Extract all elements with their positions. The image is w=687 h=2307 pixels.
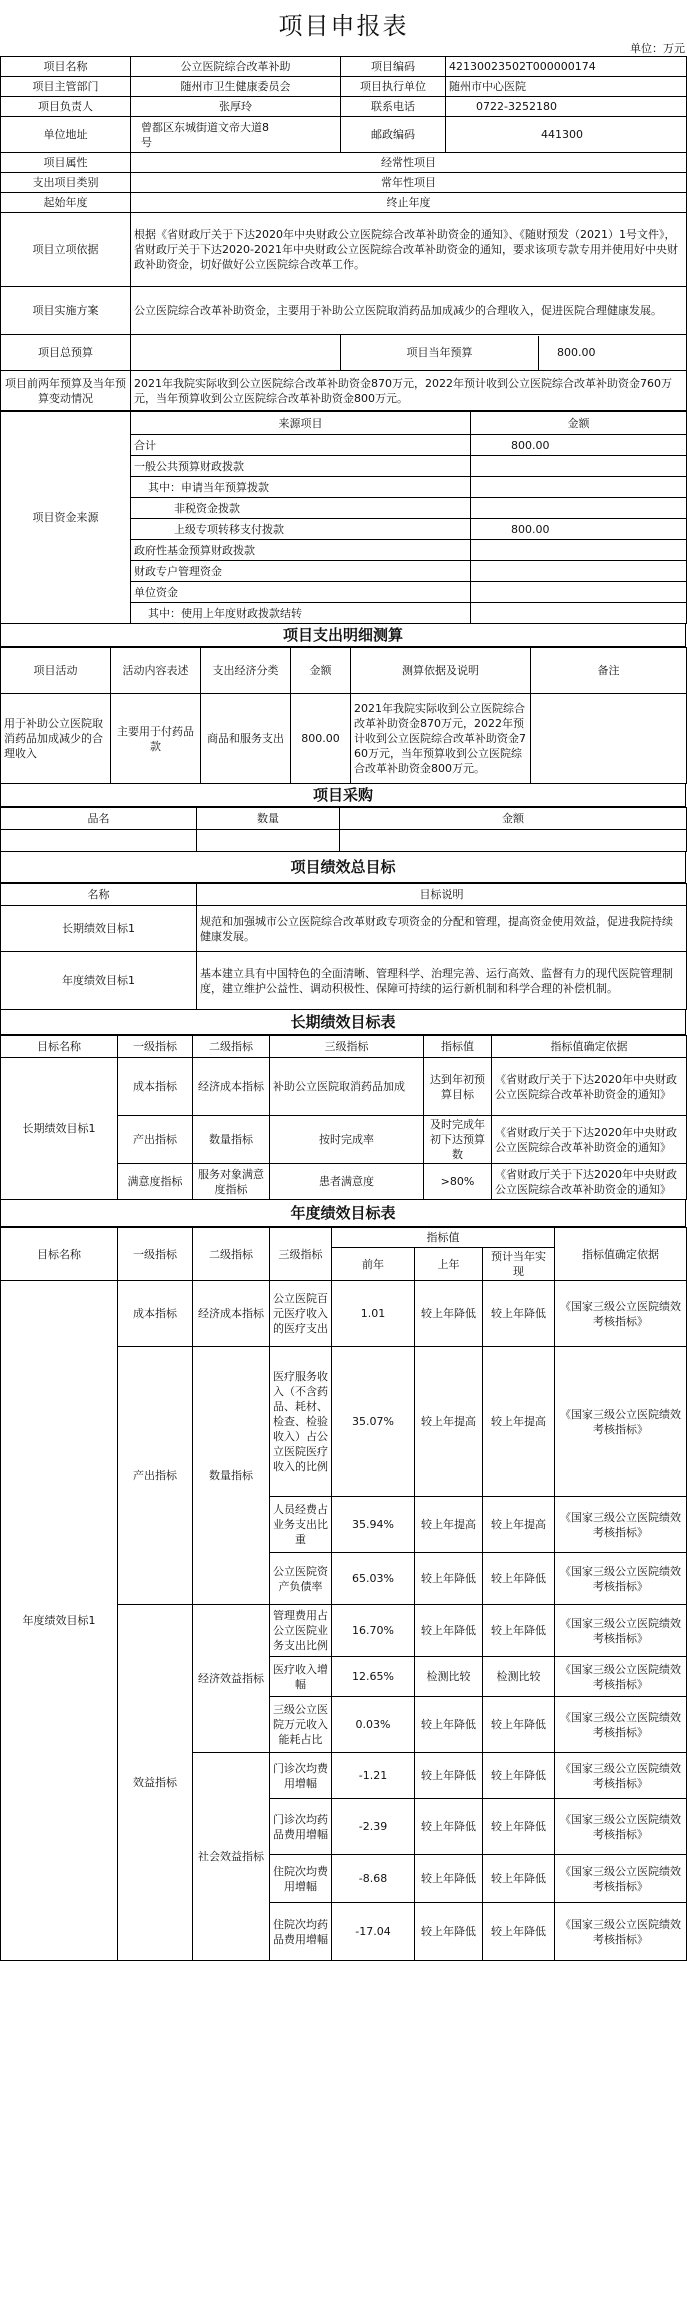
plan-value: 公立医院综合改革补助资金，主要用于补助公立医院取消药品加成减少的合理收入，促进医院合理健康发展。: [131, 287, 687, 335]
longterm-header: 一级指标: [118, 1036, 193, 1058]
annual-prev1: 较上年降低: [415, 1753, 483, 1799]
annual-cur: 较上年降低: [483, 1281, 555, 1347]
funding-source-name: 其中：申请当年预算拨款: [131, 477, 471, 498]
zip-label: 邮政编码: [341, 117, 446, 153]
addr-value: 曾都区东城街道文帝大道8号: [131, 117, 341, 153]
funding-source-name: 政府性基金预算财政拨款: [131, 540, 471, 561]
annual-target: 年度绩效目标1: [1, 1281, 118, 1961]
plan-label: 项目实施方案: [1, 287, 131, 335]
longterm-header: 二级指标: [193, 1036, 270, 1058]
funding-source-name: 合计: [131, 435, 471, 456]
annual-prev1: 较上年降低: [415, 1697, 483, 1753]
annual-l2: 数量指标: [193, 1347, 270, 1605]
longterm-section-title: 长期绩效目标表: [0, 1010, 686, 1035]
annual-basis: 《国家三级公立医院绩效考核指标》: [555, 1855, 687, 1903]
annual-l1: 产出指标: [118, 1347, 193, 1605]
annual-prev1: 较上年降低: [415, 1799, 483, 1855]
purchase-section-title: 项目采购: [0, 784, 686, 807]
page-title: 项目申报表: [278, 12, 409, 40]
end-label: 终止年度: [131, 193, 687, 213]
annual-cur: 较上年提高: [483, 1347, 555, 1497]
annual-prev1: 较上年降低: [415, 1553, 483, 1605]
funding-source-amount: 800.00: [471, 519, 687, 540]
annual-basis: 《国家三级公立医院绩效考核指标》: [555, 1281, 687, 1347]
expense-table: [0, 647, 687, 784]
owner-label: 项目负责人: [1, 97, 131, 117]
annual-basis: 《国家三级公立医院绩效考核指标》: [555, 1605, 687, 1657]
longterm-l3: 患者满意度: [270, 1164, 424, 1200]
longterm-l3: 补助公立医院取消药品加成: [270, 1058, 424, 1116]
annual-prev2: -1.21: [332, 1753, 415, 1799]
longterm-l1: 满意度指标: [118, 1164, 193, 1200]
longterm-value: >80%: [424, 1164, 492, 1200]
name-label: 项目名称: [1, 57, 131, 77]
summary-desc-header: 目标说明: [197, 884, 687, 906]
expense-header: 备注: [531, 648, 687, 694]
expense-header: 金额: [291, 648, 351, 694]
longterm-l3: 按时完成率: [270, 1116, 424, 1164]
funding-source-amount: [471, 498, 687, 519]
annual-prev2-header: 前年: [332, 1248, 415, 1281]
annual-l1: 成本指标: [118, 1281, 193, 1347]
start-label: 起始年度: [1, 193, 131, 213]
expense-header: 项目活动: [1, 648, 111, 694]
purchase-cell: [340, 830, 687, 852]
annual-value-header: 指标值: [332, 1228, 555, 1248]
name-value: 公立医院综合改革补助: [131, 57, 341, 77]
funding-source-name: 单位资金: [131, 582, 471, 603]
longterm-table: [0, 1035, 687, 1200]
annual-basis: 《国家三级公立医院绩效考核指标》: [555, 1697, 687, 1753]
purchase-qty-header: 数量: [197, 808, 340, 830]
expense-cell: 800.00: [291, 694, 351, 784]
annual-l1-header: 一级指标: [118, 1228, 193, 1281]
annual-basis: 《国家三级公立医院绩效考核指标》: [555, 1799, 687, 1855]
longterm-l1: 成本指标: [118, 1058, 193, 1116]
funding-source-amount: [471, 603, 687, 624]
annual-target-header: 目标名称: [1, 1228, 118, 1281]
annual-basis: 《国家三级公立医院绩效考核指标》: [555, 1753, 687, 1799]
annual-l3: 门诊次均药品费用增幅: [270, 1799, 332, 1855]
source-header: 来源项目: [131, 412, 471, 435]
annual-prev2: 35.94%: [332, 1497, 415, 1553]
annual-prev2: 65.03%: [332, 1553, 415, 1605]
annual-prev2: 12.65%: [332, 1657, 415, 1697]
zip-value: 441300: [446, 117, 687, 153]
funding-source-name: 上级专项转移支付拨款: [131, 519, 471, 540]
annual-section-title: 年度绩效目标表: [0, 1200, 686, 1227]
owner-value: 张厚玲: [131, 97, 341, 117]
annual-prev2: 16.70%: [332, 1605, 415, 1657]
annual-cur: 较上年降低: [483, 1697, 555, 1753]
annual-prev1: 较上年提高: [415, 1497, 483, 1553]
code-value: 42130023502T000000174: [446, 57, 687, 77]
annual-prev2: -2.39: [332, 1799, 415, 1855]
funding-source-amount: [471, 456, 687, 477]
annual-prev1-header: 上年: [415, 1248, 483, 1281]
annual-cur: 较上年提高: [483, 1497, 555, 1553]
funding-source-name: 财政专户管理资金: [131, 561, 471, 582]
annual-cur: 检测比较: [483, 1657, 555, 1697]
summary-name-header: 名称: [1, 884, 197, 906]
funding-label: 项目资金来源: [1, 412, 131, 624]
funding-source-name: 一般公共预算财政拨款: [131, 456, 471, 477]
exec-value: 随州市中心医院: [446, 77, 687, 97]
annual-prev1: 检测比较: [415, 1657, 483, 1697]
longterm-l2: 数量指标: [193, 1116, 270, 1164]
code-label: 项目编码: [341, 57, 446, 77]
annual-basis: 《国家三级公立医院绩效考核指标》: [555, 1347, 687, 1497]
funding-source-amount: [471, 540, 687, 561]
annual-cur: 较上年降低: [483, 1605, 555, 1657]
longterm-header: 指标值: [424, 1036, 492, 1058]
attr-value: 经常性项目: [131, 153, 687, 173]
summary-table: [0, 883, 687, 1010]
annual-l3: 住院次均药品费用增幅: [270, 1903, 332, 1961]
longterm-header: 指标值确定依据: [492, 1036, 687, 1058]
amount-header: 金额: [471, 412, 687, 435]
longterm-header: 三级指标: [270, 1036, 424, 1058]
total-label: 项目总预算: [1, 335, 131, 371]
annual-prev1: 较上年降低: [415, 1855, 483, 1903]
annual-l3: 公立医院百元医疗收入的医疗支出: [270, 1281, 332, 1347]
longterm-value: 达到年初预算目标: [424, 1058, 492, 1116]
purchase-name-header: 品名: [1, 808, 197, 830]
annual-l3: 管理费用占公立医院业务支出比例: [270, 1605, 332, 1657]
basis-label: 项目立项依据: [1, 213, 131, 287]
expense-section-title: 项目支出明细测算: [0, 624, 686, 647]
purchase-table: [0, 807, 687, 852]
annual-prev2: 35.07%: [332, 1347, 415, 1497]
annual-prev2: 1.01: [332, 1281, 415, 1347]
annual-prev2: 0.03%: [332, 1697, 415, 1753]
funding-table: [0, 411, 687, 624]
expense-cell: 商品和服务支出: [201, 694, 291, 784]
funding-source-amount: [471, 582, 687, 603]
annual-l2: 经济效益指标: [193, 1605, 270, 1753]
expense-cell: 用于补助公立医院取消药品加成减少的合理收入: [1, 694, 111, 784]
annual-cur: 较上年降低: [483, 1553, 555, 1605]
annual-l2-header: 二级指标: [193, 1228, 270, 1281]
funding-source-amount: 800.00: [471, 435, 687, 456]
annual-l3: 门诊次均费用增幅: [270, 1753, 332, 1799]
funding-source-name: 其中：使用上年度财政拨款结转: [131, 603, 471, 624]
dept-label: 项目主管部门: [1, 77, 131, 97]
year-goal-desc: 基本建立具有中国特色的全面清晰、管理科学、治理完善、运行高效、监督有力的现代医院管理制度，建立维护公益性、调动积极性、保障可持续的运行新机制和科学合理的补偿机制。: [197, 952, 687, 1010]
change-label: 项目前两年预算及当年预算变动情况: [1, 371, 131, 411]
annual-prev1: 较上年降低: [415, 1605, 483, 1657]
longterm-l1: 产出指标: [118, 1116, 193, 1164]
longterm-l2: 经济成本指标: [193, 1058, 270, 1116]
purchase-amount-header: 金额: [340, 808, 687, 830]
expense-header: 测算依据及说明: [351, 648, 531, 694]
purchase-cell: [197, 830, 340, 852]
annual-prev2: -8.68: [332, 1855, 415, 1903]
longterm-target: 长期绩效目标1: [1, 1058, 118, 1200]
expense-cell: 2021年我院实际收到公立医院综合改革补助资金870万元，2022年预计收到公立医院综合改革补助资金760万元，当年预算收到公立医院综合改革补助资金800万元。: [351, 694, 531, 784]
longterm-basis: 《省财政厅关于下达2020年中央财政公立医院综合改革补助资金的通知》: [492, 1164, 687, 1200]
funding-source-name: 非税资金拨款: [131, 498, 471, 519]
annual-cur-header: 预计当年实现: [483, 1248, 555, 1281]
annual-prev1: 较上年提高: [415, 1347, 483, 1497]
annual-l2: 社会效益指标: [193, 1753, 270, 1961]
year-goal-label: 年度绩效目标1: [1, 952, 197, 1010]
annual-l3: 住院次均费用增幅: [270, 1855, 332, 1903]
annual-basis: 《国家三级公立医院绩效考核指标》: [555, 1657, 687, 1697]
addr-label: 单位地址: [1, 117, 131, 153]
year-budget-value: 800.00: [557, 346, 596, 359]
exec-label: 项目执行单位: [341, 77, 446, 97]
expense-header: 支出经济分类: [201, 648, 291, 694]
total-value: [131, 335, 341, 371]
funding-source-amount: [471, 477, 687, 498]
annual-l1: 效益指标: [118, 1605, 193, 1961]
annual-cur: 较上年降低: [483, 1903, 555, 1961]
purchase-cell: [1, 830, 197, 852]
annual-l2: 经济成本指标: [193, 1281, 270, 1347]
longterm-basis: 《省财政厅关于下达2020年中央财政公立医院综合改革补助资金的通知》: [492, 1116, 687, 1164]
phone-label: 联系电话: [341, 97, 446, 117]
change-value: 2021年我院实际收到公立医院综合改革补助资金870万元，2022年预计收到公立医院综合改革补助资金760万元，当年预算收到公立医院综合改革补助资金800万元。: [131, 371, 687, 411]
annual-l3: 人员经费占业务支出比重: [270, 1497, 332, 1553]
annual-cur: 较上年降低: [483, 1855, 555, 1903]
annual-cur: 较上年降低: [483, 1753, 555, 1799]
expense-header: 活动内容表述: [111, 648, 201, 694]
long-goal-desc: 规范和加强城市公立医院综合改革财政专项资金的分配和管理，提高资金使用效益，促进我院持续健康发展。: [197, 906, 687, 952]
longterm-l2: 服务对象满意度指标: [193, 1164, 270, 1200]
annual-prev1: 较上年降低: [415, 1281, 483, 1347]
annual-basis: 《国家三级公立医院绩效考核指标》: [555, 1497, 687, 1553]
annual-l3-header: 三级指标: [270, 1228, 332, 1281]
phone-value: 0722-3252180: [446, 97, 687, 117]
long-goal-label: 长期绩效目标1: [1, 906, 197, 952]
expense-cell: 主要用于付药品款: [111, 694, 201, 784]
cat-value: 常年性项目: [131, 173, 687, 193]
attr-label: 项目属性: [1, 153, 131, 173]
dept-value: 随州市卫生健康委员会: [131, 77, 341, 97]
summary-section-title: 项目绩效总目标: [0, 852, 686, 883]
annual-prev2: -17.04: [332, 1903, 415, 1961]
annual-table: [0, 1227, 687, 1961]
year-budget-label: 项目当年预算: [341, 336, 539, 370]
annual-l3: 医疗服务收入（不含药品、耗材、检查、检验收入）占公立医院医疗收入的比例: [270, 1347, 332, 1497]
basic-info-table: [0, 56, 687, 411]
unit-label: 单位：万元: [630, 42, 685, 55]
basis-value: 根据《省财政厅关于下达2020年中央财政公立医院综合改革补助资金的通知》、《随财预发（2021）1号文件》，省财政厅关于下达2020-2021年中央财政公立医院综合改革补助资金的通知，要求该项专款专用并使用好中央财政补助资金，切好做好公立医院综合改革工作。: [131, 213, 687, 287]
funding-source-amount: [471, 561, 687, 582]
annual-basis: 《国家三级公立医院绩效考核指标》: [555, 1553, 687, 1605]
cat-label: 支出项目类别: [1, 173, 131, 193]
longterm-basis: 《省财政厅关于下达2020年中央财政公立医院综合改革补助资金的通知》: [492, 1058, 687, 1116]
expense-cell: [531, 694, 687, 784]
annual-basis-header: 指标值确定依据: [555, 1228, 687, 1281]
annual-l3: 三级公立医院万元收入能耗占比: [270, 1697, 332, 1753]
annual-prev1: 较上年降低: [415, 1903, 483, 1961]
annual-l3: 医疗收入增幅: [270, 1657, 332, 1697]
longterm-header: 目标名称: [1, 1036, 118, 1058]
annual-l3: 公立医院资产负债率: [270, 1553, 332, 1605]
annual-basis: 《国家三级公立医院绩效考核指标》: [555, 1903, 687, 1961]
annual-cur: 较上年降低: [483, 1799, 555, 1855]
longterm-value: 及时完成年初下达预算数: [424, 1116, 492, 1164]
